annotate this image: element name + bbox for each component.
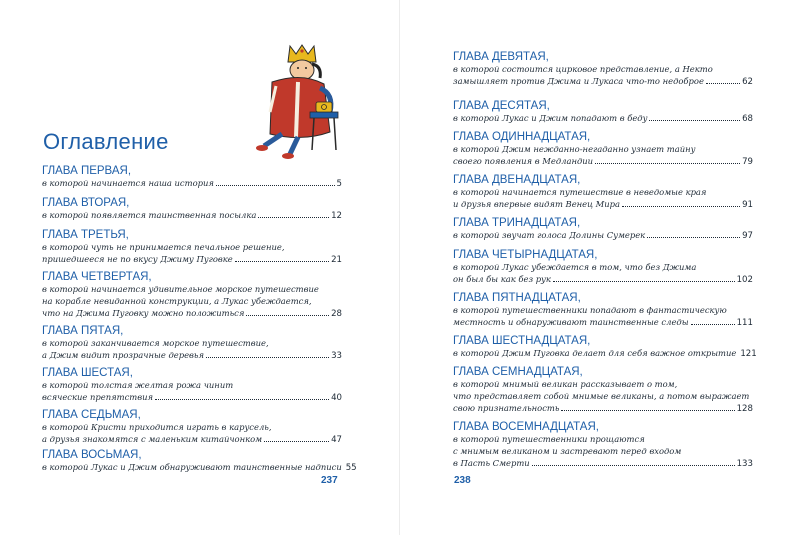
chapter-heading: ГЛАВА ПЯТАЯ, — [42, 325, 124, 337]
chapter-description: в которой появляется таинственная посылка 12 — [42, 210, 342, 221]
page-number: 102 — [736, 274, 753, 285]
chapter-heading: ГЛАВА ТРЕТЬЯ, — [42, 229, 129, 241]
chapter-heading: ГЛАВА ПЕРВАЯ, — [42, 165, 132, 177]
toc-entry — [453, 334, 757, 360]
toc-entry — [42, 270, 342, 319]
chapter-heading: ГЛАВА ПЯТНАДЦАТАЯ, — [453, 292, 581, 304]
page-number: 47 — [331, 434, 342, 445]
dot-leader — [258, 217, 329, 218]
dot-leader — [647, 237, 740, 238]
page-number: 40 — [331, 392, 342, 403]
chapter-description: в которой Лукас и Джим обнаруживают таинственные надписи 55 — [42, 462, 357, 473]
chapter-heading: ГЛАВА ШЕСТНАДЦАТАЯ, — [453, 335, 591, 347]
dot-leader — [691, 324, 735, 325]
page-number: 12 — [331, 211, 342, 221]
chapter-heading: ГЛАВА ДЕВЯТАЯ, — [453, 51, 549, 63]
chapter-description: в Пасть Смерти 133 — [453, 457, 753, 469]
page-number: 55 — [345, 463, 357, 473]
chapter-description: что представляет собой мнимые великаны, а потом выражает — [453, 390, 750, 401]
page-number: 128 — [736, 403, 753, 414]
dot-leader — [622, 206, 740, 207]
toc-entry — [453, 291, 753, 329]
dot-leader — [235, 261, 329, 262]
chapter-heading: ГЛАВА ТРИНАДЦАТАЯ, — [453, 217, 581, 229]
king-on-telephone-illustration — [212, 42, 342, 162]
page-number: 33 — [331, 350, 342, 361]
chapter-heading: ГЛАВА ВОСЕМНАДЦАТАЯ, — [453, 421, 599, 433]
toc-entry — [453, 365, 753, 414]
chapter-description: на корабле невиданной конструкции, а Лукас убеждается, — [42, 295, 312, 306]
chapter-description: в которой состоится цирковое представление, а Некто — [453, 64, 713, 74]
dot-leader — [155, 399, 329, 400]
toc-entry — [453, 173, 753, 211]
chapter-description: в которой путешественники попадают в фантастическую — [453, 305, 727, 315]
dot-leader — [553, 281, 735, 282]
toc-entry — [42, 164, 342, 190]
chapter-heading: ГЛАВА СЕМНАДЦАТАЯ, — [453, 366, 583, 378]
chapter-description: свою признательность 128 — [453, 402, 753, 414]
chapter-description: в которой Лукас и Джим попадают в беду 68 — [453, 113, 753, 124]
page-number: 62 — [742, 76, 753, 87]
chapter-description: и друзья впервые видят Венец Мира 91 — [453, 198, 753, 210]
chapter-description: что на Джима Пуговку можно положиться 28 — [42, 307, 342, 319]
chapter-description: замышляет против Джима и Лукаса что-то недоброе 62 — [453, 75, 753, 87]
page-number: 91 — [742, 199, 753, 210]
chapter-heading: ГЛАВА ДВЕНАДЦАТАЯ, — [453, 174, 581, 186]
chapter-description: в которой начинается удивительное морское путешествие — [42, 284, 319, 294]
toc-entry — [42, 408, 342, 446]
toc-entry — [42, 324, 342, 362]
chapter-heading: ГЛАВА ВОСЬМАЯ, — [42, 449, 142, 461]
chapter-description: в которой заканчивается морское путешествие, — [42, 338, 269, 348]
page-title: Оглавление — [43, 129, 169, 154]
chapter-description: местность и обнаруживают таинственные следы 111 — [453, 316, 753, 328]
chapter-description: он был бы как без рук 102 — [453, 273, 753, 285]
chapter-description: в которой звучат голоса Долины Сумерек 97 — [453, 230, 753, 241]
dot-leader — [649, 120, 740, 121]
chapter-description: а друзья знакомятся с маленьким китайчонком 47 — [42, 433, 342, 445]
chapter-description: а Джим видит прозрачные деревья 33 — [42, 349, 342, 361]
dot-leader — [206, 357, 329, 358]
chapter-description: в которой начинается наша история 5 — [42, 178, 342, 189]
page-number: 111 — [736, 317, 753, 328]
toc-entry — [42, 448, 357, 474]
dot-leader — [264, 441, 329, 442]
dot-leader — [595, 163, 740, 164]
chapter-heading: ГЛАВА ДЕСЯТАЯ, — [453, 100, 550, 112]
chapter-description: в которой начинается путешествие в неведомые края — [453, 187, 707, 197]
chapter-description: своего появления в Медландии 79 — [453, 155, 753, 167]
chapter-description: в которой мнимый великан рассказывает о том, — [453, 379, 678, 389]
page-number: 68 — [742, 114, 753, 124]
toc-entry — [42, 228, 342, 266]
toc-entry — [453, 50, 753, 88]
chapter-description: всяческие препятствия 40 — [42, 391, 342, 403]
chapter-description: с мнимым великаном и застревают перед входом — [453, 445, 682, 456]
page-number: 79 — [742, 156, 753, 167]
page-number: 133 — [736, 458, 753, 469]
chapter-heading: ГЛАВА СЕДЬМАЯ, — [42, 409, 141, 421]
right-page — [400, 0, 800, 535]
chapter-heading: ГЛАВА ВТОРАЯ, — [42, 197, 130, 209]
chapter-heading: ГЛАВА ЧЕТВЕРТАЯ, — [42, 271, 152, 283]
toc-entry — [453, 99, 753, 125]
toc-entry — [453, 130, 753, 168]
page-folio: 238 — [454, 475, 471, 486]
page-number: 28 — [331, 308, 342, 319]
page-folio: 237 — [321, 475, 338, 486]
toc-entry — [42, 366, 342, 404]
chapter-description: в которой Лукас убеждается в том, что без Джима — [453, 262, 697, 272]
chapter-description: в которой путешественники прощаются — [453, 434, 645, 444]
page-number: 5 — [336, 179, 342, 189]
toc-entry — [453, 420, 753, 469]
page-number: 97 — [742, 231, 753, 241]
dot-leader — [216, 185, 335, 186]
dot-leader — [706, 83, 740, 84]
chapter-description: в которой Джим нежданно-негаданно узнает тайну — [453, 144, 696, 154]
chapter-description: в которой Джим Пуговка делает для себя важное открытие 121 — [453, 348, 757, 359]
toc-entry — [453, 216, 753, 242]
chapter-description: в которой Кристи приходится играть в карусель, — [42, 422, 272, 432]
dot-leader — [561, 410, 734, 411]
chapter-heading: ГЛАВА ШЕСТАЯ, — [42, 367, 133, 379]
chapter-description: в которой толстая желтая рожа чинит — [42, 380, 234, 390]
chapter-description: пришедшееся не по вкусу Джиму Пуговке 21 — [42, 253, 342, 265]
chapter-description: в которой чуть не принимается печальное решение, — [42, 242, 285, 252]
chapter-heading: ГЛАВА ЧЕТЫРНАДЦАТАЯ, — [453, 249, 598, 261]
dot-leader — [532, 465, 735, 466]
dot-leader — [246, 315, 329, 316]
page-number: 121 — [740, 349, 757, 359]
toc-entry — [42, 196, 342, 222]
toc-entry — [453, 248, 753, 286]
page-number: 21 — [331, 254, 342, 265]
chapter-heading: ГЛАВА ОДИННАДЦАТАЯ, — [453, 131, 591, 143]
